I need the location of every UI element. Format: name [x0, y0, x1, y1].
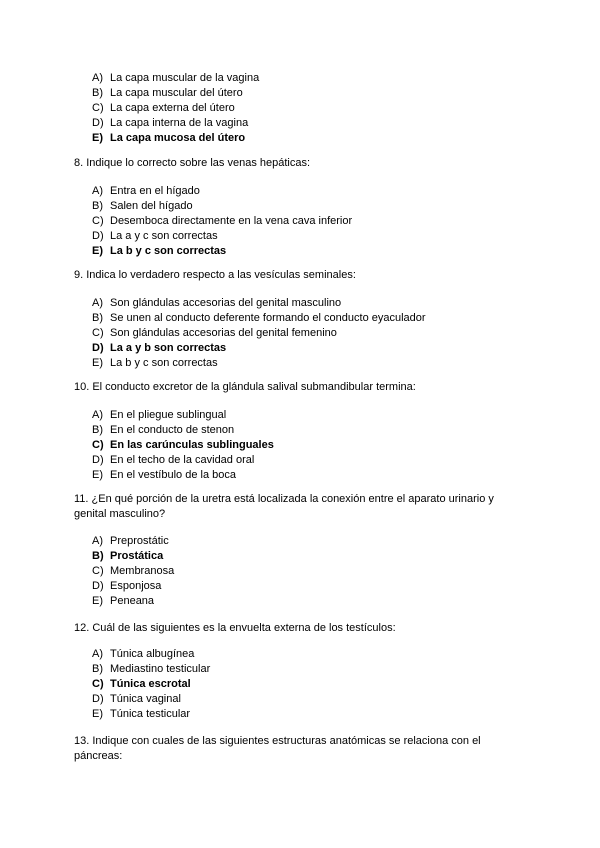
question-block-13	[74, 734, 534, 764]
option-c: C) La capa externa del útero	[92, 102, 235, 114]
question-block-9	[74, 268, 534, 369]
question-block-8	[74, 156, 534, 257]
option-b: B) En el conducto de stenon	[92, 424, 235, 436]
option-c-correct: C) En las carúnculas sublinguales	[92, 439, 274, 451]
option-a: A) En el pliegue sublingual	[92, 409, 227, 421]
option-b: B) Mediastino testicular	[92, 663, 211, 675]
option-e-correct: E) La capa mucosa del útero	[92, 132, 246, 144]
option-b: B) La capa muscular del útero	[92, 87, 243, 99]
question-text: 11. ¿En qué porción de la uretra está localizada la conexión entre el aparato urinario y genital masculino?	[74, 493, 494, 520]
option-e: E) En el vestíbulo de la boca	[92, 469, 236, 481]
options-list	[92, 534, 174, 609]
option-d: D) La a y c son correctas	[92, 230, 218, 242]
option-d-correct: D) La a y b son correctas	[92, 342, 227, 354]
question-block-12	[74, 621, 534, 720]
option-e: E) Túnica testicular	[92, 708, 191, 720]
question-text: 10. El conducto excretor de la glándula salival submandibular termina:	[74, 381, 416, 393]
option-b: B) Salen del hígado	[92, 200, 193, 212]
option-c: C) Membranosa	[92, 565, 175, 577]
option-a: A) La capa muscular de la vagina	[92, 72, 260, 84]
question-text: 13. Indique con cuales de las siguientes estructuras anatómicas se relaciona con el páncreas:	[74, 735, 481, 762]
option-a: A) Son glándulas accesorias del genital masculino	[92, 297, 342, 309]
option-e-correct: E) La b y c son correctas	[92, 245, 227, 257]
options-list	[92, 71, 259, 146]
options-list	[92, 647, 210, 722]
option-c: C) Son glándulas accesorias del genital femenino	[92, 327, 337, 339]
question-text: 12. Cuál de las siguientes es la envuelta externa de los testículos:	[74, 622, 396, 634]
option-d: D) La capa interna de la vagina	[92, 117, 249, 129]
option-d: D) Esponjosa	[92, 580, 162, 592]
option-c: C) Desemboca directamente en la vena cava inferior	[92, 215, 353, 227]
question-text: 9. Indica lo verdadero respecto a las vesículas seminales:	[74, 269, 356, 281]
option-e: E) La b y c son correctas	[92, 357, 218, 369]
option-e: E) Peneana	[92, 595, 155, 607]
option-a: A) Preprostátic	[92, 535, 169, 547]
option-b: B) Se unen al conducto deferente formando el conducto eyaculador	[92, 312, 426, 324]
option-b-correct: B) Prostática	[92, 550, 164, 562]
options-list	[92, 184, 352, 259]
question-block-11	[74, 492, 534, 607]
option-c-correct: C) Túnica escrotal	[92, 678, 191, 690]
options-list	[92, 296, 426, 371]
question-text: 8. Indique lo correcto sobre las venas hepáticas:	[74, 157, 311, 169]
option-d: D) En el techo de la cavidad oral	[92, 454, 255, 466]
option-d: D) Túnica vaginal	[92, 693, 181, 705]
question-block-10	[74, 380, 534, 481]
option-a: A) Túnica albugínea	[92, 648, 195, 660]
option-a: A) Entra en el hígado	[92, 185, 200, 197]
options-list	[92, 408, 274, 483]
